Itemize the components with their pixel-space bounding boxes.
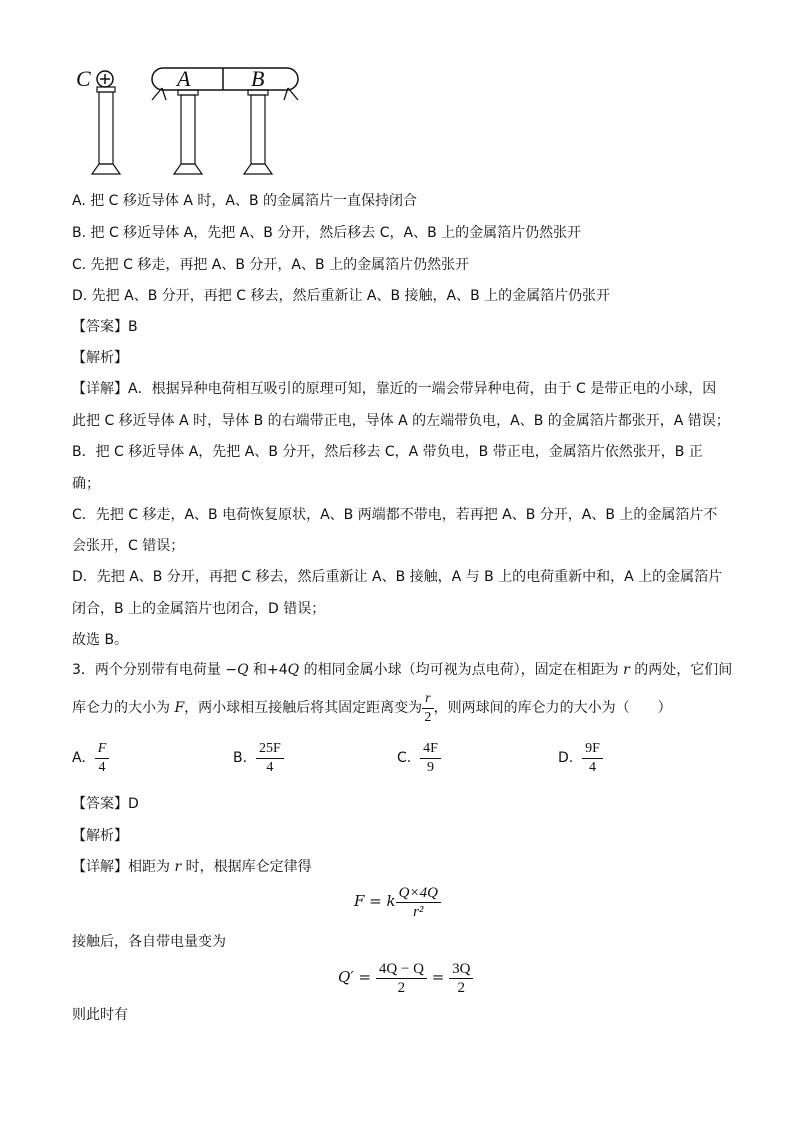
q2-option-d: D. 先把 A、B 分开，再把 C 移去，然后重新让 A、B 接触，A、B 上的金属箔片仍张开 xyxy=(72,288,611,304)
q2-analysis-title: 【解析】 xyxy=(72,350,128,366)
q2-answer: 【答案】B xyxy=(72,319,138,335)
label-c: C xyxy=(76,66,91,91)
q3-option-d: D. $\frac{9F}{4}$ xyxy=(558,738,603,778)
q2-detail-line-6: 会张开，C 错误； xyxy=(72,538,185,554)
q3-option-c: C. $\frac{4F}{9}$ xyxy=(397,738,441,778)
label-b: B xyxy=(251,66,265,91)
q2-detail-line-1: 【详解】A．根据异种电荷相互吸引的原理可知，靠近的一端会带异种电荷，由于 C 是带正电的小球，因 xyxy=(72,381,717,397)
q3-option-a: A. $\frac{F}{4}$ xyxy=(72,738,109,778)
q2-option-b: B. 把 C 移近导体 A，先把 A、B 分开，然后移去 C，A、B 上的金属箔片仍然张开 xyxy=(72,225,582,241)
electroscope-figure xyxy=(70,60,310,180)
q3-option-b: B. $\frac{25F}{4}$ xyxy=(233,738,284,778)
q2-detail-line-9: 故选 B。 xyxy=(72,632,129,648)
q2-detail-line-7: D．先把 A、B 分开，再把 C 移去，然后重新让 A、B 接触，A 与 B 上的电荷重新中和，A 上的金属箔片 xyxy=(72,569,723,585)
equation-coulomb: F = k $\frac{Q\times 4Q}{\text{r²}}$ xyxy=(354,880,441,922)
fraction-r-over-2: $\frac{r}{2}$ xyxy=(422,690,433,727)
q2-option-c: C. 先把 C 移走，再把 A、B 分开，A、B 上的金属箔片仍然张开 xyxy=(72,257,470,273)
q3-analysis-title: 【解析】 xyxy=(72,828,128,844)
q2-detail-line-3: B．把 C 移近导体 A，先把 A、B 分开，然后移去 C，A 带负电，B 带正电，金属箔片依然张开，B 正 xyxy=(72,444,703,460)
conductor-ab xyxy=(152,68,298,90)
foil-a xyxy=(152,88,162,100)
then-text: 则此时有 xyxy=(72,1007,128,1023)
q2-option-a: A. 把 C 移近导体 A 时，A、B 的金属箔片一直保持闭合 xyxy=(72,193,418,209)
equation-charge-after-contact: Q′ = $\frac{4Q - Q}{2}$ = $\frac{3Q}{2}$ xyxy=(338,956,473,998)
q3-detail: 【详解】相距为 r 时，根据库仑定律得 xyxy=(72,859,312,875)
q3-stem-line-1: 3．两个分别带有电荷量 −Q 和+4Q 的相同金属小球（均可视为点电荷），固定在相距为 r 的两处，它们间 xyxy=(72,662,733,678)
q2-detail-line-8: 闭合，B 上的金属箔片也闭合，D 错误； xyxy=(72,601,326,617)
q3-answer: 【答案】D xyxy=(72,796,139,812)
label-a: A xyxy=(177,66,191,91)
q2-detail-line-2: 此把 C 移近导体 A 时，导体 B 的右端带正电，导体 A 的左端带负电，A、B 的金属箔片都张开，A 错误； xyxy=(72,413,730,429)
q2-detail-line-4: 确； xyxy=(72,476,100,492)
after-contact-text: 接触后，各自带电量变为 xyxy=(72,934,226,950)
q2-detail-line-5: C．先把 C 移走，A、B 电荷恢复原状，A、B 两端都不带电，若再把 A、B 分开，A、B 上的金属箔片不 xyxy=(72,507,718,523)
foil-b xyxy=(288,88,298,100)
q3-stem-line-2: 库仑力的大小为 F，两小球相互接触后将其固定距离变为 $\frac{r}{2}$ ，则两球间的库仑力的大小为（ ） xyxy=(72,690,672,725)
